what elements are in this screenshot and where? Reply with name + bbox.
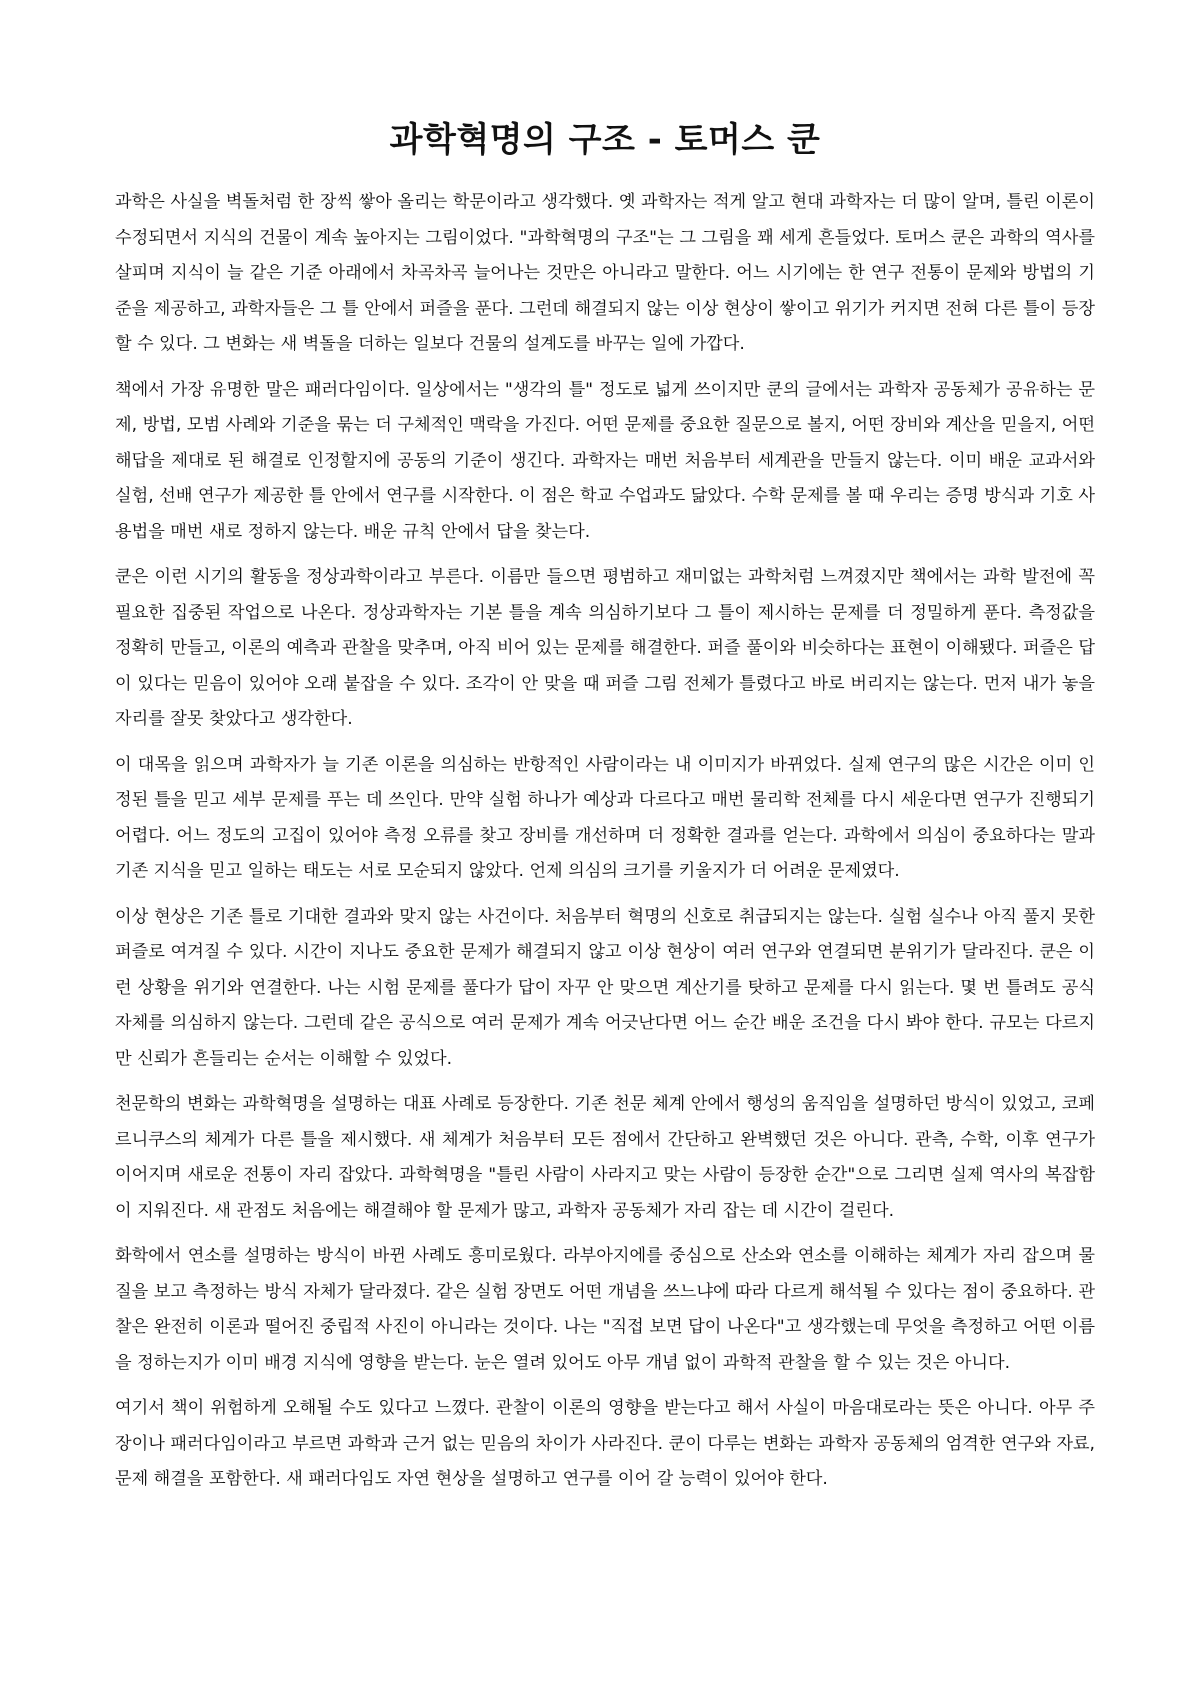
paragraph-4: 이 대목을 읽으며 과학자가 늘 기존 이론을 의심하는 반항적인 사람이라는 내 이미지가 바뀌었다. 실제 연구의 많은 시간은 이미 인정된 틀을 믿고 세부 문제를 푸는 데 쓰인다. 만약 실험 하나가 예상과 다르다고 매번 물리학 전체를 다시 세운다면 연구가 진행되기 어렵다. 어느 정도의 고집이 있어야 측정 오류를 찾고 장비를 개선하며 더 정확한 결과를 얻는다. 과학에서 의심이 중요하다는 말과 기존 지식을 믿고 일하는 태도는 서로 모순되지 않았다. 언제 의심의 크기를 키울지가 더 어려운 문제였다. [115, 754, 1095, 881]
paragraph-1: 과학은 사실을 벽돌처럼 한 장씩 쌓아 올리는 학문이라고 생각했다. 옛 과학자는 적게 알고 현대 과학자는 더 많이 알며, 틀린 이론이 수정되면서 지식의 건물이 계속 높아지는 그림이었다. "과학혁명의 구조"는 그 그림을 꽤 세게 흔들었다. 토머스 쿤은 과학의 역사를 살피며 지식이 늘 같은 기준 아래에서 차곡차곡 늘어나는 것만은 아니라고 말한다. 어느 시기에는 한 연구 전통이 문제와 방법의 기준을 제공하고, 과학자들은 그 틀 안에서 퍼즐을 푼다. 그런데 해결되지 않는 이상 현상이 쌓이고 위기가 커지면 전혀 다른 틀이 등장할 수 있다. 그 변화는 새 벽돌을 더하는 일보다 건물의 설계도를 바꾸는 일에 가깝다. [115, 192, 1095, 354]
paragraph-2: 책에서 가장 유명한 말은 패러다임이다. 일상에서는 "생각의 틀" 정도로 넓게 쓰이지만 쿤의 글에서는 과학자 공동체가 공유하는 문제, 방법, 모범 사례와 기준을 묶는 더 구체적인 맥락을 가진다. 어떤 문제를 중요한 질문으로 볼지, 어떤 장비와 계산을 믿을지, 어떤 해답을 제대로 된 해결로 인정할지에 공동의 기준이 생긴다. 과학자는 매번 처음부터 세계관을 만들지 않는다. 이미 배운 교과서와 실험, 선배 연구가 제공한 틀 안에서 연구를 시작한다. 이 점은 학교 수업과도 닮았다. 수학 문제를 볼 때 우리는 증명 방식과 기호 사용법을 매번 새로 정하지 않는다. 배운 규칙 안에서 답을 찾는다. [115, 379, 1095, 542]
paragraph-7: 화학에서 연소를 설명하는 방식이 바뀐 사례도 흥미로웠다. 라부아지에를 중심으로 산소와 연소를 이해하는 체계가 자리 잡으며 물질을 보고 측정하는 방식 자체가 달라졌다. 같은 실험 장면도 어떤 개념을 쓰느냐에 따라 다르게 해석될 수 있다는 점이 중요하다. 관찰은 완전히 이론과 떨어진 중립적 사진이 아니라는 것이다. 나는 "직접 보면 답이 나온다"고 생각했는데 무엇을 측정하고 어떤 이름을 정하는지가 이미 배경 지식에 영향을 받는다. 눈은 열려 있어도 아무 개념 없이 과학적 관찰을 할 수 있는 것은 아니다. [115, 1246, 1095, 1373]
paragraph-6: 천문학의 변화는 과학혁명을 설명하는 대표 사례로 등장한다. 기존 천문 체계 안에서 행성의 움직임을 설명하던 방식이 있었고, 코페르니쿠스의 체계가 다른 틀을 제시했다. 새 체계가 처음부터 모든 점에서 간단하고 완벽했던 것은 아니다. 관측, 수학, 이후 연구가 이어지며 새로운 전통이 자리 잡았다. 과학혁명을 "틀린 사람이 사라지고 맞는 사람이 등장한 순간"으로 그리면 실제 역사의 복잡함이 지워진다. 새 관점도 처음에는 해결해야 할 문제가 많고, 과학자 공동체가 자리 잡는 데 시간이 걸린다. [115, 1094, 1095, 1221]
paragraph-8: 여기서 책이 위험하게 오해될 수도 있다고 느꼈다. 관찰이 이론의 영향을 받는다고 해서 사실이 마음대로라는 뜻은 아니다. 아무 주장이나 패러다임이라고 부르면 과학과 근거 없는 믿음의 차이가 사라진다. 쿤이 다루는 변화는 과학자 공동체의 엄격한 연구와 자료, 문제 해결을 포함한다. 새 패러다임도 자연 현상을 설명하고 연구를 이어 갈 능력이 있어야 한다. [115, 1398, 1095, 1489]
paragraph-5: 이상 현상은 기존 틀로 기대한 결과와 맞지 않는 사건이다. 처음부터 혁명의 신호로 취급되지는 않는다. 실험 실수나 아직 풀지 못한 퍼즐로 여겨질 수 있다. 시간이 지나도 중요한 문제가 해결되지 않고 이상 현상이 여러 연구와 연결되면 분위기가 달라진다. 쿤은 이런 상황을 위기와 연결한다. 나는 시험 문제를 풀다가 답이 자꾸 안 맞으면 계산기를 탓하고 문제를 다시 읽는다. 몇 번 틀려도 공식 자체를 의심하지 않는다. 그런데 같은 공식으로 여러 문제가 계속 어긋난다면 어느 순간 배운 조건을 다시 봐야 한다. 규모는 다르지만 신뢰가 흔들리는 순서는 이해할 수 있었다. [115, 906, 1095, 1069]
paragraph-3: 쿤은 이런 시기의 활동을 정상과학이라고 부른다. 이름만 들으면 평범하고 재미없는 과학처럼 느껴졌지만 책에서는 과학 발전에 꼭 필요한 집중된 작업으로 나온다. 정상과학자는 기본 틀을 계속 의심하기보다 그 틀이 제시하는 문제를 더 정밀하게 푼다. 측정값을 정확히 만들고, 이론의 예측과 관찰을 맞추며, 아직 비어 있는 문제를 해결한다. 퍼즐 풀이와 비슷하다는 표현이 이해됐다. 퍼즐은 답이 있다는 믿음이 있어야 오래 붙잡을 수 있다. 조각이 안 맞을 때 퍼즐 그림 전체가 틀렸다고 바로 버리지는 않는다. 먼저 내가 놓을 자리를 잘못 찾았다고 생각한다. [115, 567, 1095, 729]
document-page [115, 117, 1095, 1508]
page-title: 과학혁명의 구조 - 토머스 쿤 [389, 120, 821, 160]
